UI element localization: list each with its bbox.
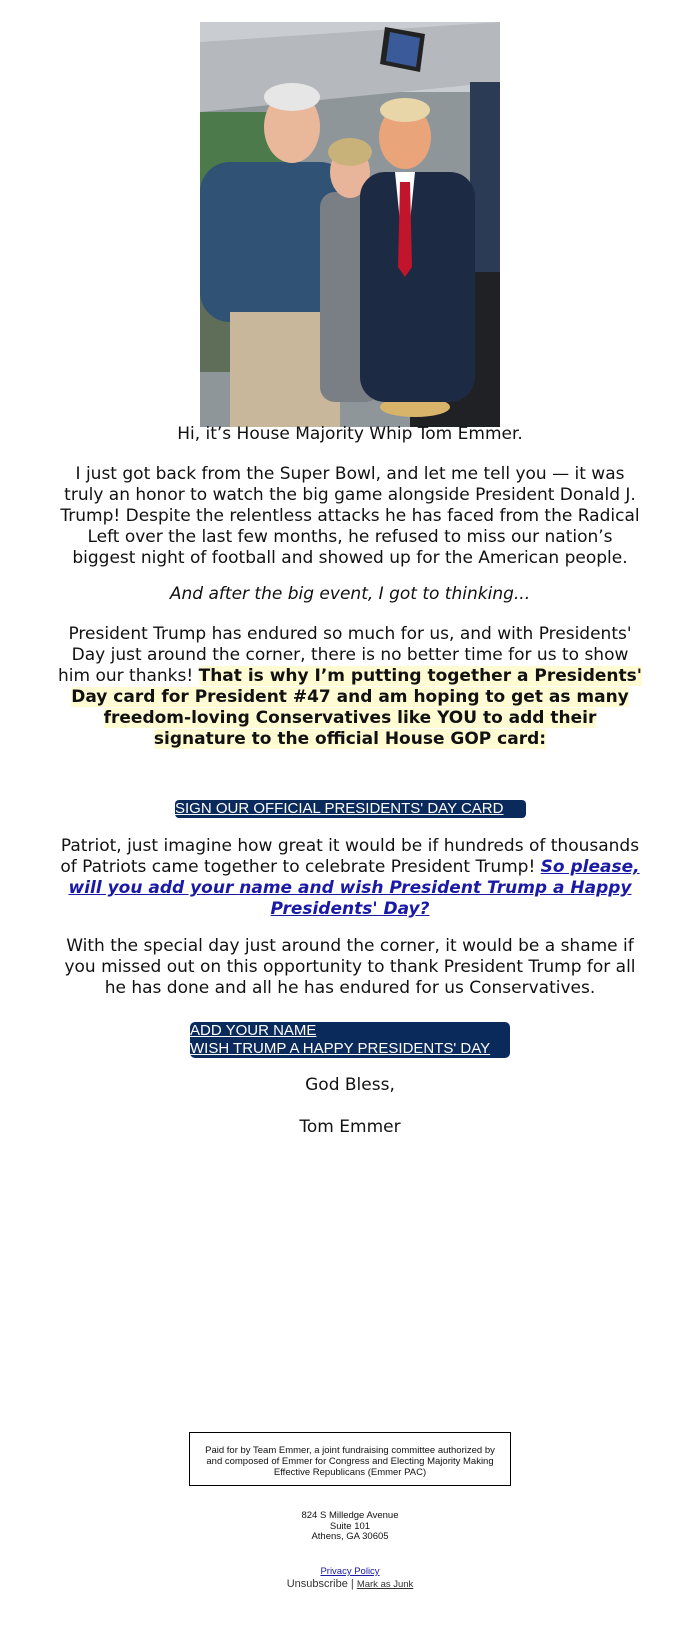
paragraph-5 [55,936,645,999]
address-line-1: 824 S Milledge Avenue [301,1510,399,1521]
closing [55,1075,645,1096]
unsubscribe-line [200,1578,500,1590]
paragraph-1-text: I just got back from the Super Bowl, and let me tell you — it was truly an honor to watch the big game alongside President Donald J. Trump! Despite the relentless attacks he has faced from the Radical Left over the last few months, he refused to miss our nation’s biggest night of football and showed up for the American people. [60,464,640,568]
signature-text: Tom Emmer [299,1117,401,1137]
disclaimer-text: Paid for by Team Emmer, a joint fundraising committee authorized by and composed of Emmer for Congress and Electing Majority Making Effective Republicans (Emmer PAC) [205,1445,495,1478]
paragraph-2 [55,584,645,605]
mailing-address [200,1511,500,1543]
address-line-3: Athens, GA 30605 [311,1531,389,1542]
paragraph-3-text: President Trump has endured so much for us, and with Presidents' Day just around the corner, there is no better time for us to show him our thanks! [58,624,632,686]
mark-as-junk-link[interactable]: Mark as Junk [356,1579,414,1590]
paragraph-3 [55,624,645,750]
add-your-name-button[interactable] [190,1022,510,1058]
privacy-policy-link[interactable]: Privacy Policy [320,1566,380,1577]
paragraph-1 [55,464,645,569]
greeting [55,424,645,445]
add-your-name-label: ADD YOUR NAME [190,1022,317,1039]
sign-card-button[interactable]: SIGN OUR OFFICIAL PRESIDENTS' DAY CARD [175,800,526,818]
greeting-text: Hi, it’s House Majority Whip Tom Emmer. [177,424,523,444]
unsubscribe-link[interactable]: Unsubscribe [286,1578,348,1590]
paragraph-3-highlight: That is why I’m putting together a Presidents' Day card for President #47 and am hoping to get as many freedom-loving Conservatives like YOU to add their signature to the official House GOP card: [71,666,642,749]
paragraph-4-text: Patriot, just imagine how great it would be if hundreds of thousands of Patriots came together to celebrate President Trump! [60,836,640,877]
photo-illustration [200,22,500,427]
address-line-2: Suite 101 [329,1520,371,1532]
add-name-link[interactable]: So please, will you add your name and wish President Trump a Happy Presidents' Day? [68,857,640,919]
signature [55,1117,645,1138]
hero-photo [200,22,500,427]
paid-for-disclaimer [189,1432,511,1486]
closing-text: God Bless, [305,1075,395,1095]
paragraph-4 [55,836,645,920]
separator: | [347,1578,357,1590]
paragraph-5-text: With the special day just around the corner, it would be a shame if you missed out on this opportunity to thank President Trump for all he has done and all he has endured for us Conservatives. [64,936,636,998]
paragraph-2-text: And after the big event, I got to thinking... [169,584,531,604]
wish-trump-label: WISH TRUMP A HAPPY PRESIDENTS' DAY [190,1040,491,1057]
